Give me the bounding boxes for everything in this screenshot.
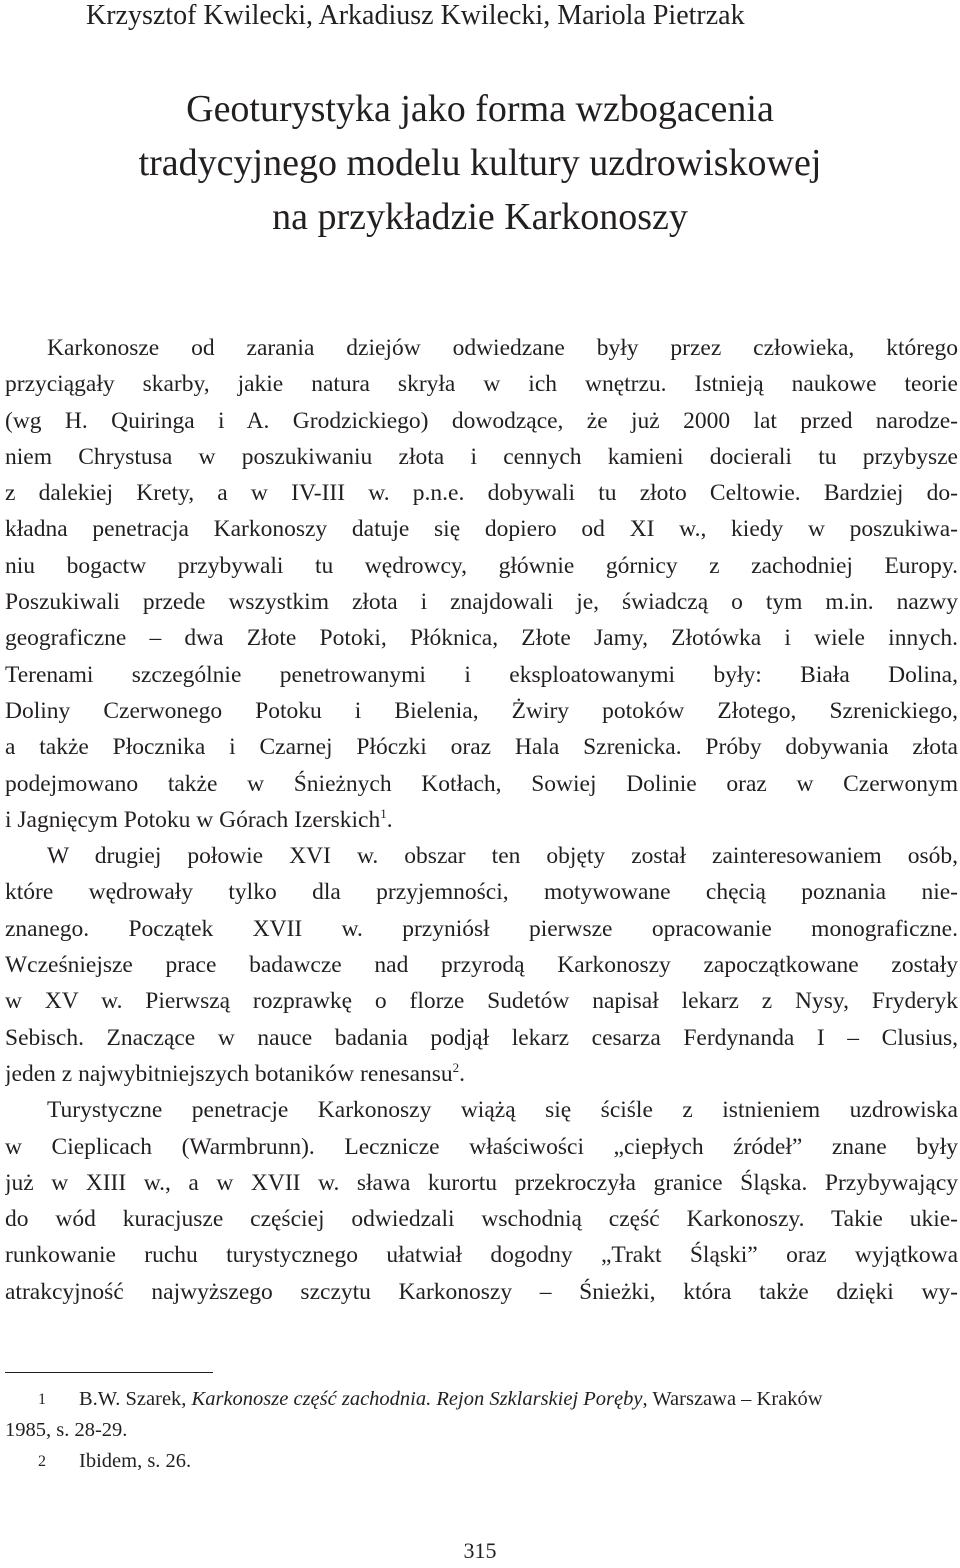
article-title [0,82,960,244]
body-line-with-footnote-1 [5,802,958,838]
body-line: runkowanie ruchu turystycznego ułatwiał dogodny „Trakt Śląski” oraz wyjątkowa [5,1242,958,1269]
body-line: W drugiej połowie XVI w. obszar ten objęty został zainteresowaniem osób, [47,843,958,870]
body-line: geograficzne – dwa Złote Potoki, Płóknica, Złote Jamy, Złotówka i wiele innych. [5,625,958,652]
body-line: kładna penetracja Karkonoszy datuje się dopiero od XI w., kiedy w poszukiwa- [5,516,958,543]
footnote-number: 2 [38,1453,46,1470]
footnote-number: 1 [38,1391,46,1408]
footnote-text: B.W. Szarek, [79,1388,192,1410]
body-line: już w XIII w., a w XVII w. sława kurortu przekroczyła granice Śląska. Przybywający [5,1169,958,1196]
footnote-ref-1[interactable]: 1 [380,806,387,822]
body-line: które wędrowały tylko dla przyjemności, motywowane chęcią poznania nie- [5,879,958,906]
body-line: w XV w. Pierwszą rozprawkę o florze Sudetów napisał lekarz z Nysy, Fryderyk [5,988,958,1015]
body-line: podejmowano także w Śnieżnych Kotłach, Sowiej Dolinie oraz w Czerwonym [5,770,958,797]
body-line: Karkonosze od zarania dziejów odwiedzane były przez człowieka, którego [47,335,958,361]
body-line: Doliny Czerwonego Potoku i Bielenia, Żwiry potoków Złotego, Szrenickiego, [5,697,958,724]
footnote-text: , Warszawa – Kraków [642,1388,823,1410]
footnote-cited-title: Karkonosze część zachodnia. Rejon Szklarskiej Poręby [191,1388,643,1410]
body-line: a także Płocznika i Czarnej Płóczki oraz Hala Szrenicka. Próby dobywania złota [5,734,958,761]
body-line: niem Chrystusa w poszukiwaniu złota i cennych kamieni docierali tu przybysze [5,443,958,470]
body-line: Turystyczne penetracje Karkonoszy wiążą się ściśle z istnieniem uzdrowiska [47,1097,958,1124]
footnote-separator [5,1372,213,1373]
body-line-end: . [459,1060,466,1087]
body-line-text: jeden z najwybitniejszych botaników renesansu [5,1060,453,1087]
body-line: (wg H. Quiringa i A. Grodzickiego) dowodzące, że już 2000 lat przed narodze- [5,407,958,434]
body-line: z dalekiej Krety, a w IV-III w. p.n.e. dobywali tu złoto Celtowie. Bardziej do- [5,480,958,507]
footnotes [5,1384,958,1477]
title-line-1: Geoturystyka jako forma wzbogacenia [186,88,774,130]
body-line-end: . [386,806,393,833]
title-line-3: na przykładzie Karkonoszy [272,196,688,238]
body-line-with-footnote-2 [5,1056,958,1092]
footnote-1-continuation: 1985, s. 28-29. [5,1419,128,1441]
body-line: Sebisch. Znaczące w nauce badania podjął lekarz cesarza Ferdynanda I – Clusius, [5,1024,958,1051]
body-line: przyciągały skarby, jakie natura skryła w ich wnętrzu. Istnieją naukowe teorie [5,371,958,398]
footnote-1 [5,1384,958,1415]
body-line: niu bogactw przybywali tu wędrowcy, głównie górnicy z zachodniej Europy. [5,552,958,579]
footnote-ref-2[interactable]: 2 [452,1060,460,1076]
body-line: znanego. Początek XVII w. przyniósł pierwsze opracowanie monograficzne. [5,915,958,942]
body-line: Wcześniejsze prace badawcze nad przyrodą Karkonoszy zapoczątkowane zostały [5,952,958,979]
body-line: do wód kuracjusze częściej odwiedzali wschodnią część Karkonoszy. Takie ukie- [5,1206,958,1233]
body-line: w Cieplicach (Warmbrunn). Lecznicze właściwości „ciepłych źródeł” znane były [5,1133,958,1160]
article-body [5,330,958,1310]
footnote-2 [5,1446,958,1477]
body-line-text: i Jagnięcym Potoku w Górach Izerskich [5,806,381,833]
footnote-text: Ibidem, s. 26. [79,1450,192,1472]
body-line: atrakcyjność najwyższego szczytu Karkonoszy – Śnieżki, która także dzięki wy- [5,1278,958,1305]
page-number: 315 [463,1538,497,1563]
body-line: Terenami szczególnie penetrowanymi i eksploatowanymi były: Biała Dolina, [5,661,958,688]
body-line: Poszukiwali przede wszystkim złota i znajdowali je, świadczą o tym m.in. nazwy [5,589,958,616]
title-line-2: tradycyjnego modelu kultury uzdrowiskowej [138,142,822,184]
running-header-authors: Krzysztof Kwilecki, Arkadiusz Kwilecki, Mariola Pietrzak [86,0,745,31]
